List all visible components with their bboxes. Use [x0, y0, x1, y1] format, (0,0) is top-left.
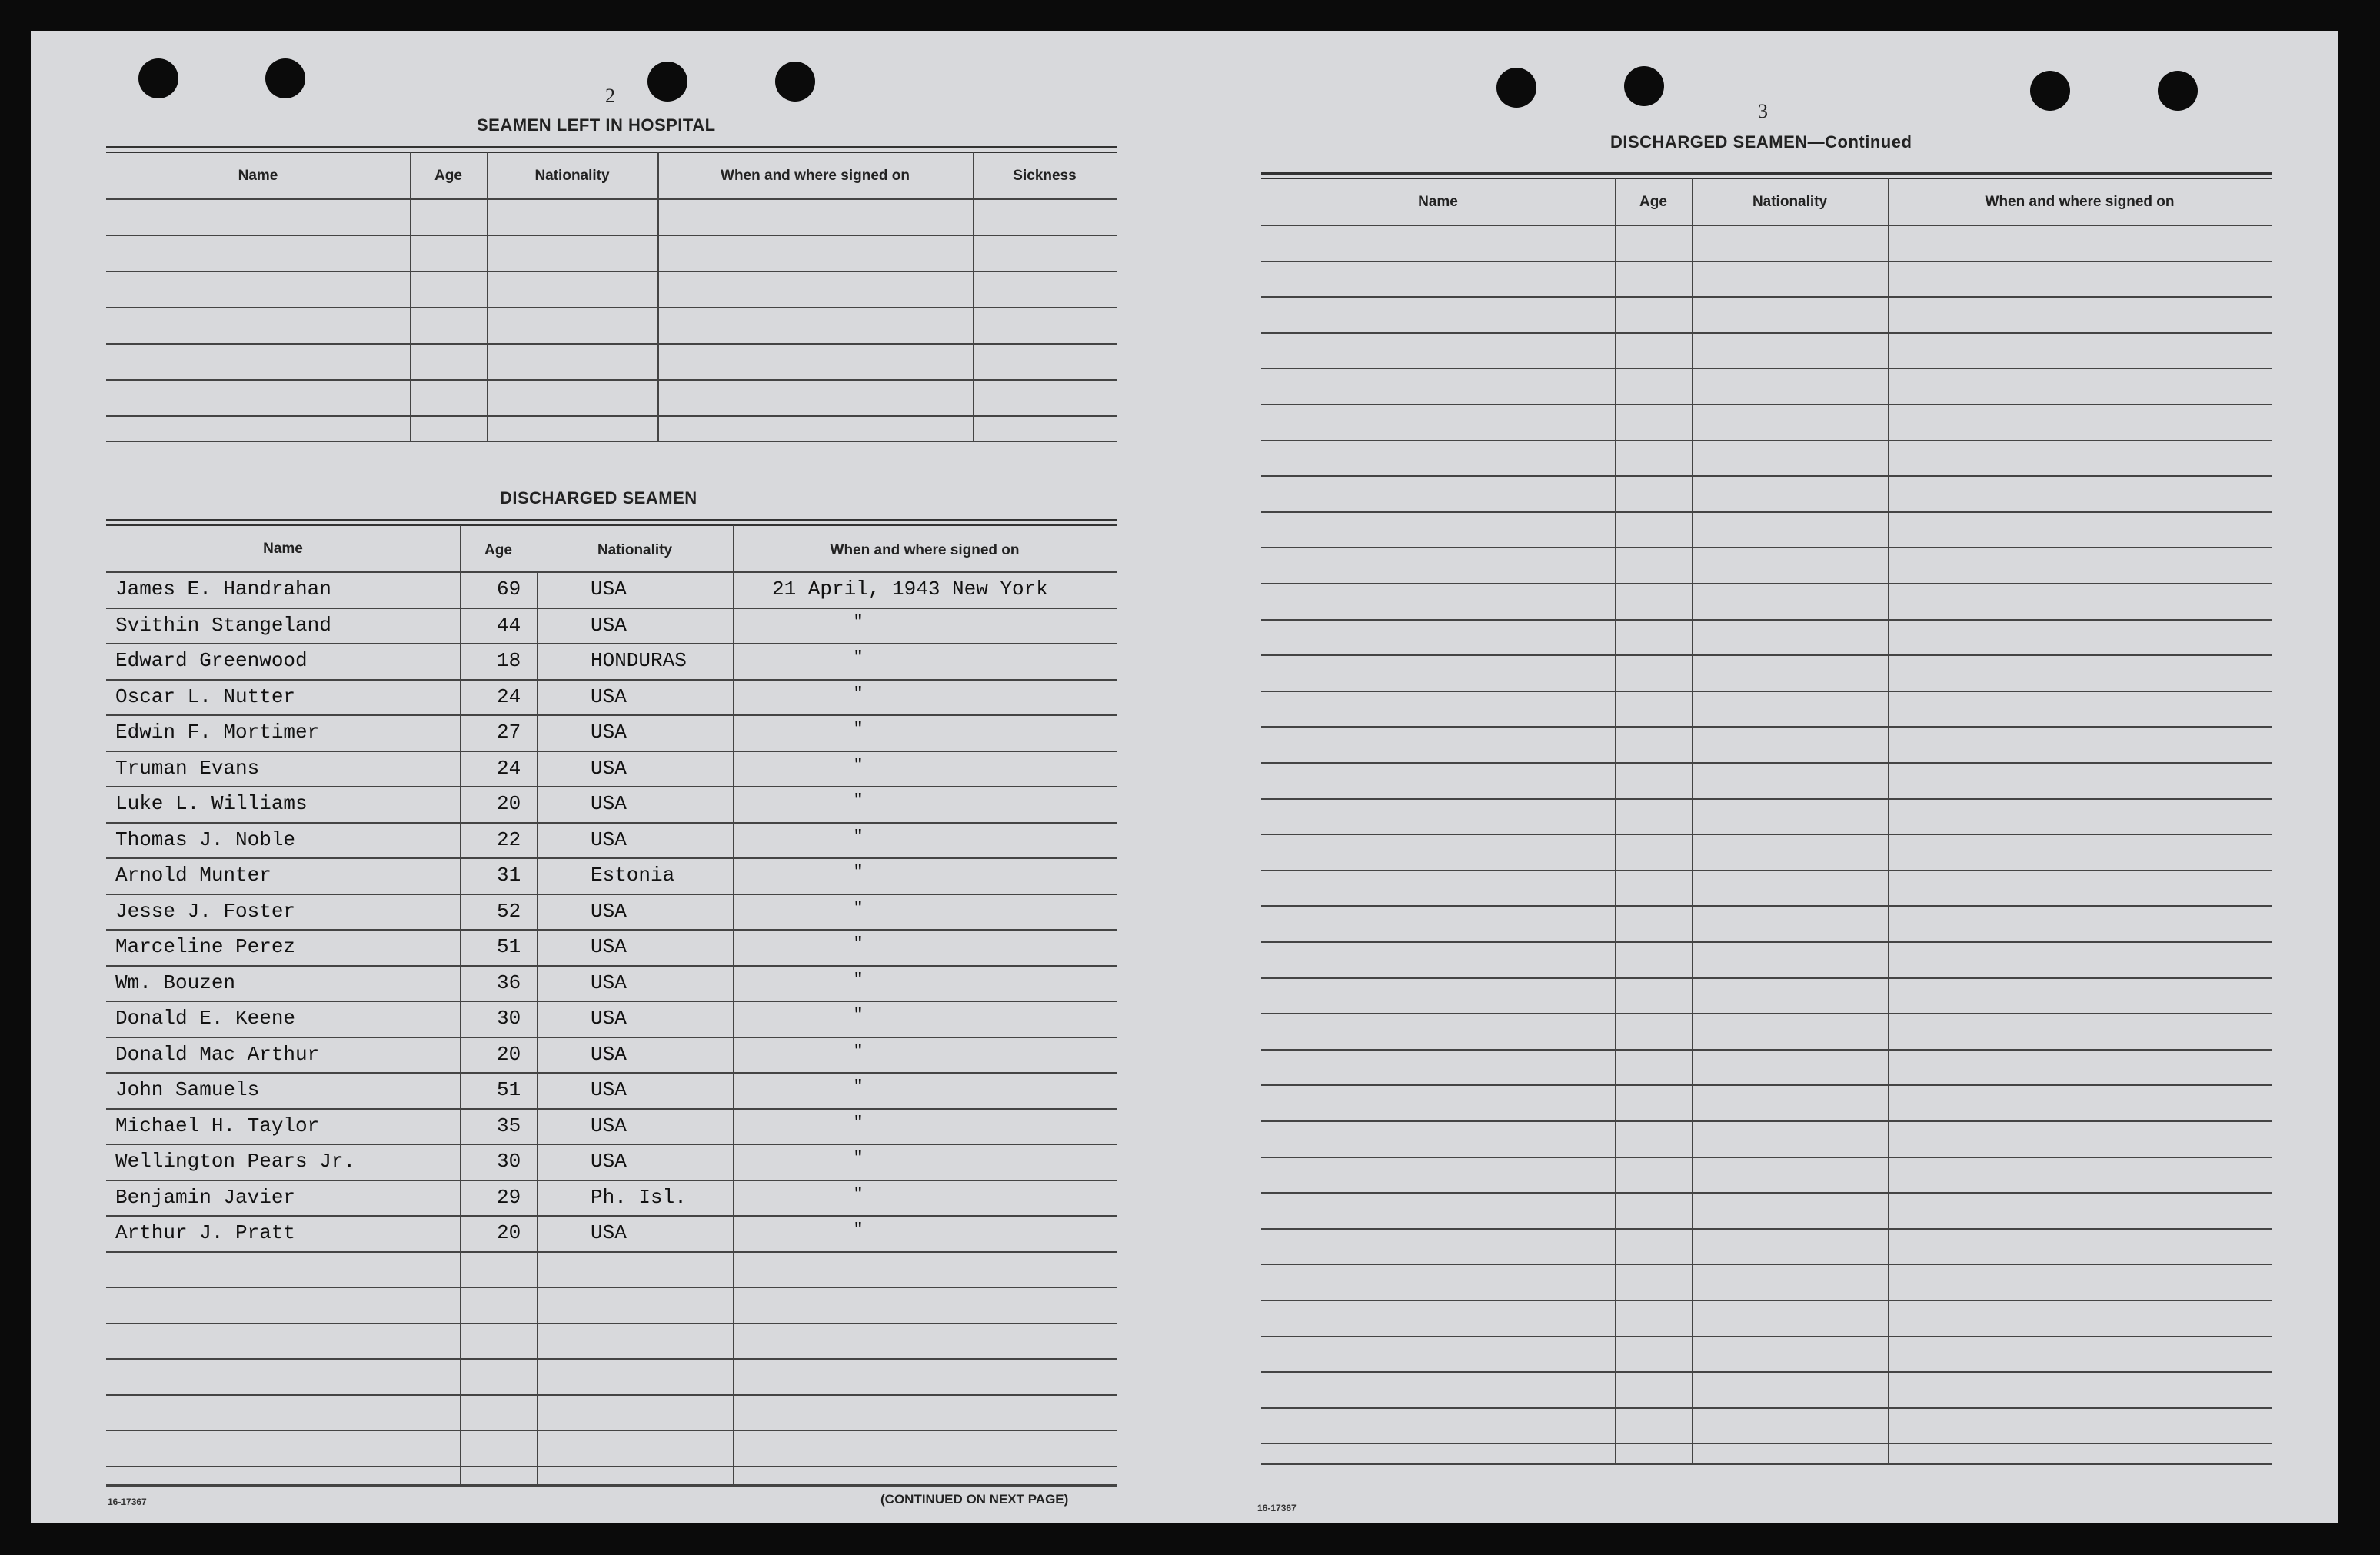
continued-note: (CONTINUED ON NEXT PAGE) [880, 1492, 1069, 1507]
seaman-age: 29 [497, 1185, 521, 1209]
seaman-nationality: USA [591, 1221, 627, 1244]
document-sheet [31, 31, 2338, 1523]
seaman-signed-on: " [854, 1007, 864, 1024]
seaman-name: Marceline Perez [115, 935, 296, 958]
col-header-sickness: Sickness [1013, 168, 1077, 184]
seaman-signed-on: " [854, 1042, 864, 1061]
seaman-nationality: USA [591, 792, 627, 815]
seaman-nationality: USA [591, 684, 627, 708]
seaman-age: 18 [497, 649, 521, 672]
seaman-signed-on: " [854, 721, 864, 738]
seaman-name: Jesse J. Foster [115, 899, 296, 923]
seaman-age: 20 [497, 1221, 521, 1244]
seaman-name: Wm. Bouzen [115, 971, 236, 994]
seaman-name: James E. Handrahan [115, 578, 331, 601]
discharged-table [106, 519, 1117, 1488]
col-header-name: Name [263, 541, 303, 557]
col-header-name: Name [238, 168, 278, 184]
seaman-signed-on: " [854, 613, 864, 631]
seaman-signed-on: " [854, 971, 864, 989]
seaman-name: Truman Evans [115, 756, 260, 780]
seaman-name: Arnold Munter [115, 864, 271, 887]
seaman-nationality: USA [591, 1078, 627, 1101]
col-header-signed-on: When and where signed on [721, 168, 910, 184]
seaman-name: Edwin F. Mortimer [115, 721, 320, 744]
col-header-nationality: Nationality [597, 542, 673, 558]
form-number: 16-17367 [1257, 1503, 1297, 1513]
seaman-nationality: USA [591, 1150, 627, 1173]
seaman-age: 24 [497, 756, 521, 780]
seaman-signed-on: " [854, 1185, 864, 1204]
col-header-nationality: Nationality [1752, 194, 1828, 210]
seaman-signed-on: " [854, 935, 864, 953]
seaman-signed-on: " [854, 1078, 864, 1096]
seaman-age: 31 [497, 864, 521, 887]
seaman-nationality: USA [591, 1114, 627, 1137]
seaman-name: Wellington Pears Jr. [115, 1150, 356, 1173]
seaman-name: Edward Greenwood [115, 649, 308, 672]
seaman-age: 20 [497, 792, 521, 815]
seaman-nationality: USA [591, 756, 627, 780]
seaman-nationality: HONDURAS [591, 649, 687, 672]
seaman-name: Oscar L. Nutter [115, 684, 296, 708]
col-header-signed-on: When and where signed on [1985, 194, 2175, 210]
seaman-signed-on: 21 April, 1943 New York [772, 578, 1048, 601]
seaman-nationality: USA [591, 721, 627, 744]
right-page [1184, 31, 2338, 1523]
seaman-nationality: USA [591, 578, 627, 601]
col-header-age: Age [1639, 194, 1667, 210]
seaman-name: Thomas J. Noble [115, 827, 296, 851]
seaman-age: 20 [497, 1042, 521, 1066]
seaman-name: Benjamin Javier [115, 1185, 296, 1209]
seaman-name: Donald Mac Arthur [115, 1042, 320, 1066]
seaman-signed-on: " [854, 864, 864, 881]
seaman-age: 27 [497, 721, 521, 744]
seaman-name: Svithin Stangeland [115, 613, 331, 637]
seaman-nationality: USA [591, 1007, 627, 1030]
seaman-age: 30 [497, 1007, 521, 1030]
seaman-nationality: Ph. Isl. [591, 1185, 687, 1209]
hospital-section-title: SEAMEN LEFT IN HOSPITAL [477, 115, 716, 135]
col-header-nationality: Nationality [534, 168, 610, 184]
seaman-nationality: Estonia [591, 864, 675, 887]
seaman-nationality: USA [591, 935, 627, 958]
seaman-name: Michael H. Taylor [115, 1114, 320, 1137]
form-number: 16-17367 [108, 1497, 147, 1507]
seaman-age: 36 [497, 971, 521, 994]
seaman-age: 51 [497, 1078, 521, 1101]
seaman-age: 51 [497, 935, 521, 958]
seaman-age: 44 [497, 613, 521, 637]
seaman-nationality: USA [591, 971, 627, 994]
seaman-age: 69 [497, 578, 521, 601]
seaman-name: John Samuels [115, 1078, 260, 1101]
seaman-signed-on: " [854, 1221, 864, 1239]
seaman-name: Arthur J. Pratt [115, 1221, 296, 1244]
discharged-continued-title: DISCHARGED SEAMEN—Continued [1610, 132, 1912, 152]
seaman-age: 35 [497, 1114, 521, 1137]
seaman-name: Luke L. Williams [115, 792, 308, 815]
left-page [31, 31, 1184, 1523]
seaman-signed-on: " [854, 899, 864, 917]
seaman-signed-on: " [854, 684, 864, 703]
page-number: 2 [605, 85, 615, 107]
seaman-name: Donald E. Keene [115, 1007, 296, 1030]
seaman-signed-on: " [854, 756, 864, 774]
page-number: 3 [1758, 100, 1768, 122]
col-header-signed-on: When and where signed on [830, 542, 1020, 558]
seaman-signed-on: " [854, 649, 864, 667]
seaman-age: 22 [497, 827, 521, 851]
discharged-continued-table [1261, 172, 2272, 1472]
discharged-section-title: DISCHARGED SEAMEN [500, 488, 697, 508]
seaman-signed-on: " [854, 792, 864, 810]
seaman-nationality: USA [591, 827, 627, 851]
seaman-nationality: USA [591, 613, 627, 637]
seaman-age: 30 [497, 1150, 521, 1173]
seaman-age: 52 [497, 899, 521, 923]
col-header-name: Name [1418, 194, 1458, 210]
seaman-nationality: USA [591, 899, 627, 923]
col-header-age: Age [484, 542, 512, 558]
seaman-signed-on: " [854, 827, 864, 846]
seaman-age: 24 [497, 684, 521, 708]
seaman-signed-on: " [854, 1114, 864, 1132]
seaman-signed-on: " [854, 1150, 864, 1167]
seaman-nationality: USA [591, 1042, 627, 1066]
hospital-table [106, 146, 1117, 450]
col-header-age: Age [434, 168, 462, 184]
